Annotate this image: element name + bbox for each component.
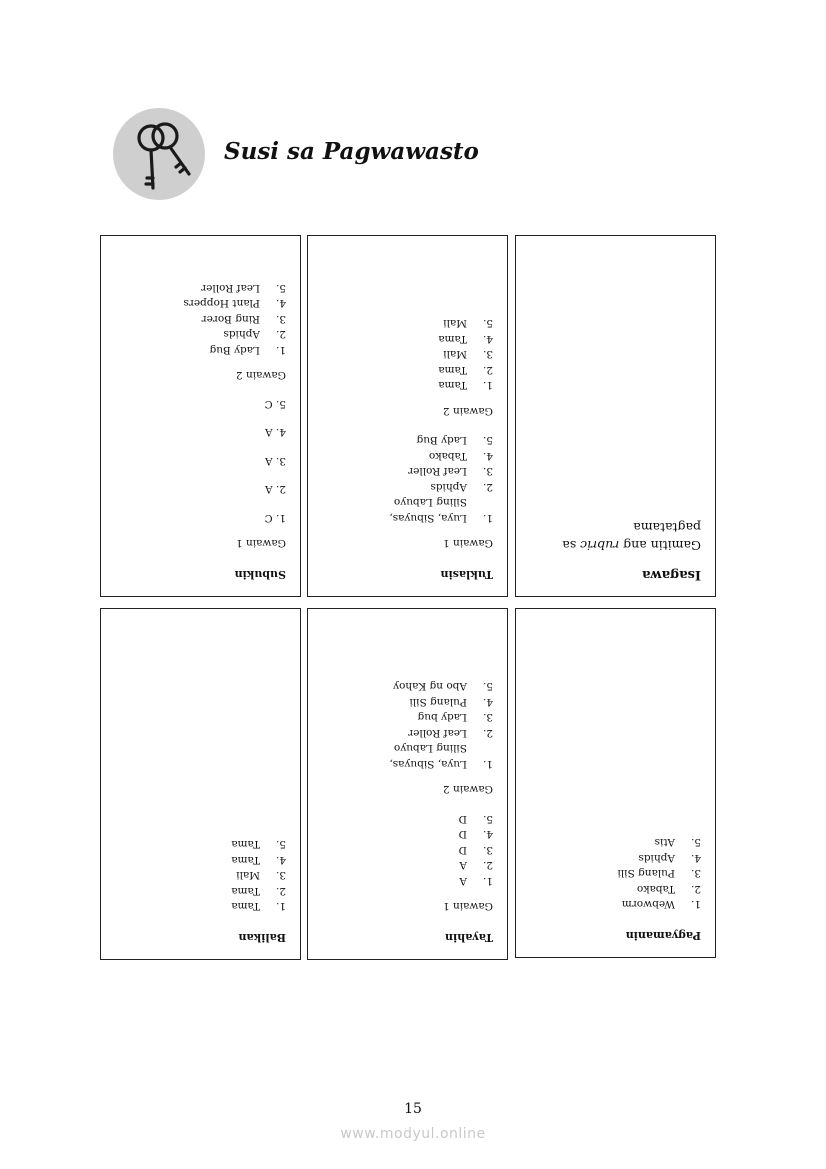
list-item: 3. D <box>458 844 493 856</box>
list-item: 3. Mali <box>443 348 493 361</box>
list-item: 2. Tabako <box>636 883 701 895</box>
keys-logo <box>113 108 205 200</box>
card-tayahin <box>307 608 508 960</box>
card-heading: Pagyamanin <box>625 929 701 942</box>
list-item: 4. Tama <box>438 333 493 345</box>
list-item: 1. Luya, Sibuyas, Siling Labuyo <box>389 742 493 770</box>
list-item: 4. D <box>458 828 493 841</box>
list-item: 5. D <box>458 813 493 825</box>
list-item: 2. Tama <box>231 885 286 897</box>
section-label: Gawain 2 <box>442 405 493 417</box>
answer-item: 3. A <box>265 455 286 467</box>
answer-list <box>530 834 701 912</box>
list-item: 5. Tama <box>231 838 286 851</box>
list-item: 5. Mali <box>443 317 493 330</box>
list-item: 1. Luya, Sibuyas, Siling Labuyo <box>389 496 493 524</box>
answer-list <box>322 315 493 393</box>
list-item: 5. Abo ng Kahoy <box>393 680 493 693</box>
list-item: 4. Plant Hoppers <box>183 297 286 310</box>
list-item: 2. Tama <box>438 364 493 376</box>
card-heading: Subukin <box>234 568 286 581</box>
answer-list <box>322 432 493 525</box>
card-heading: Isagawa <box>642 567 701 582</box>
section-label: Gawain 1 <box>235 537 286 550</box>
list-item: 3. Leaf Roller <box>408 465 493 478</box>
answer-item: 2. A <box>265 483 286 496</box>
card-tuklasin <box>307 235 508 597</box>
card-heading: Tuklasin <box>440 568 493 581</box>
answer-list <box>322 678 493 771</box>
list-item: 4. Tama <box>231 854 286 866</box>
list-item: 1. Tama <box>231 900 286 913</box>
list-item: 1. Webworm <box>621 898 701 911</box>
section-label: Gawain 2 <box>235 369 286 382</box>
page-number: 15 <box>404 1101 422 1117</box>
list-item: 4. Aphids <box>638 852 701 864</box>
list-item: 5. Lady Bug <box>416 434 493 447</box>
card-balikan <box>100 608 301 960</box>
answer-list <box>115 280 286 358</box>
card-subukin <box>100 235 301 597</box>
list-item: 3. Pulang Sili <box>617 867 701 880</box>
list-item: 5. Leaf Roller <box>201 282 286 294</box>
section-label: Gawain 1 <box>442 900 493 913</box>
list-item: 4. Pulang Sili <box>409 696 493 708</box>
answer-list <box>322 811 493 889</box>
section-label: Gawain 2 <box>442 783 493 796</box>
page-title: Susi sa Pagwawasto <box>224 138 479 165</box>
list-item: 4. Tabako <box>428 450 493 462</box>
list-item: 3. Mali <box>236 869 286 882</box>
footer-watermark: www.modyul.online <box>340 1126 486 1142</box>
card-heading: Tayahin <box>445 931 493 944</box>
list-item: 1. A <box>459 875 493 887</box>
card-pagyamanin <box>515 608 716 958</box>
instruction-text: Gamitin ang rubric sa pagtatama <box>562 520 701 554</box>
list-item: 3. Lady bug <box>417 711 493 724</box>
keys-icon <box>113 108 205 200</box>
card-isagawa <box>515 235 716 597</box>
card-heading: Balikan <box>238 931 286 944</box>
list-item: 5. Atis <box>654 836 701 849</box>
list-item: 1. Tama <box>438 379 493 392</box>
section-label: Gawain 1 <box>442 537 493 550</box>
answer-list <box>115 836 286 914</box>
list-item: 3. Ring Borer <box>201 313 286 325</box>
answer-item: 4. A <box>265 426 286 439</box>
list-item: 1. Lady Bug <box>209 344 286 356</box>
answer-item: 5. C <box>264 398 286 410</box>
list-item: 2. Aphids <box>430 481 493 493</box>
list-item: 2. A <box>459 859 493 872</box>
answer-item: 1. C <box>264 512 286 524</box>
list-item: 2. Leaf Roller <box>408 727 493 739</box>
list-item: 2. Aphids <box>223 328 286 341</box>
